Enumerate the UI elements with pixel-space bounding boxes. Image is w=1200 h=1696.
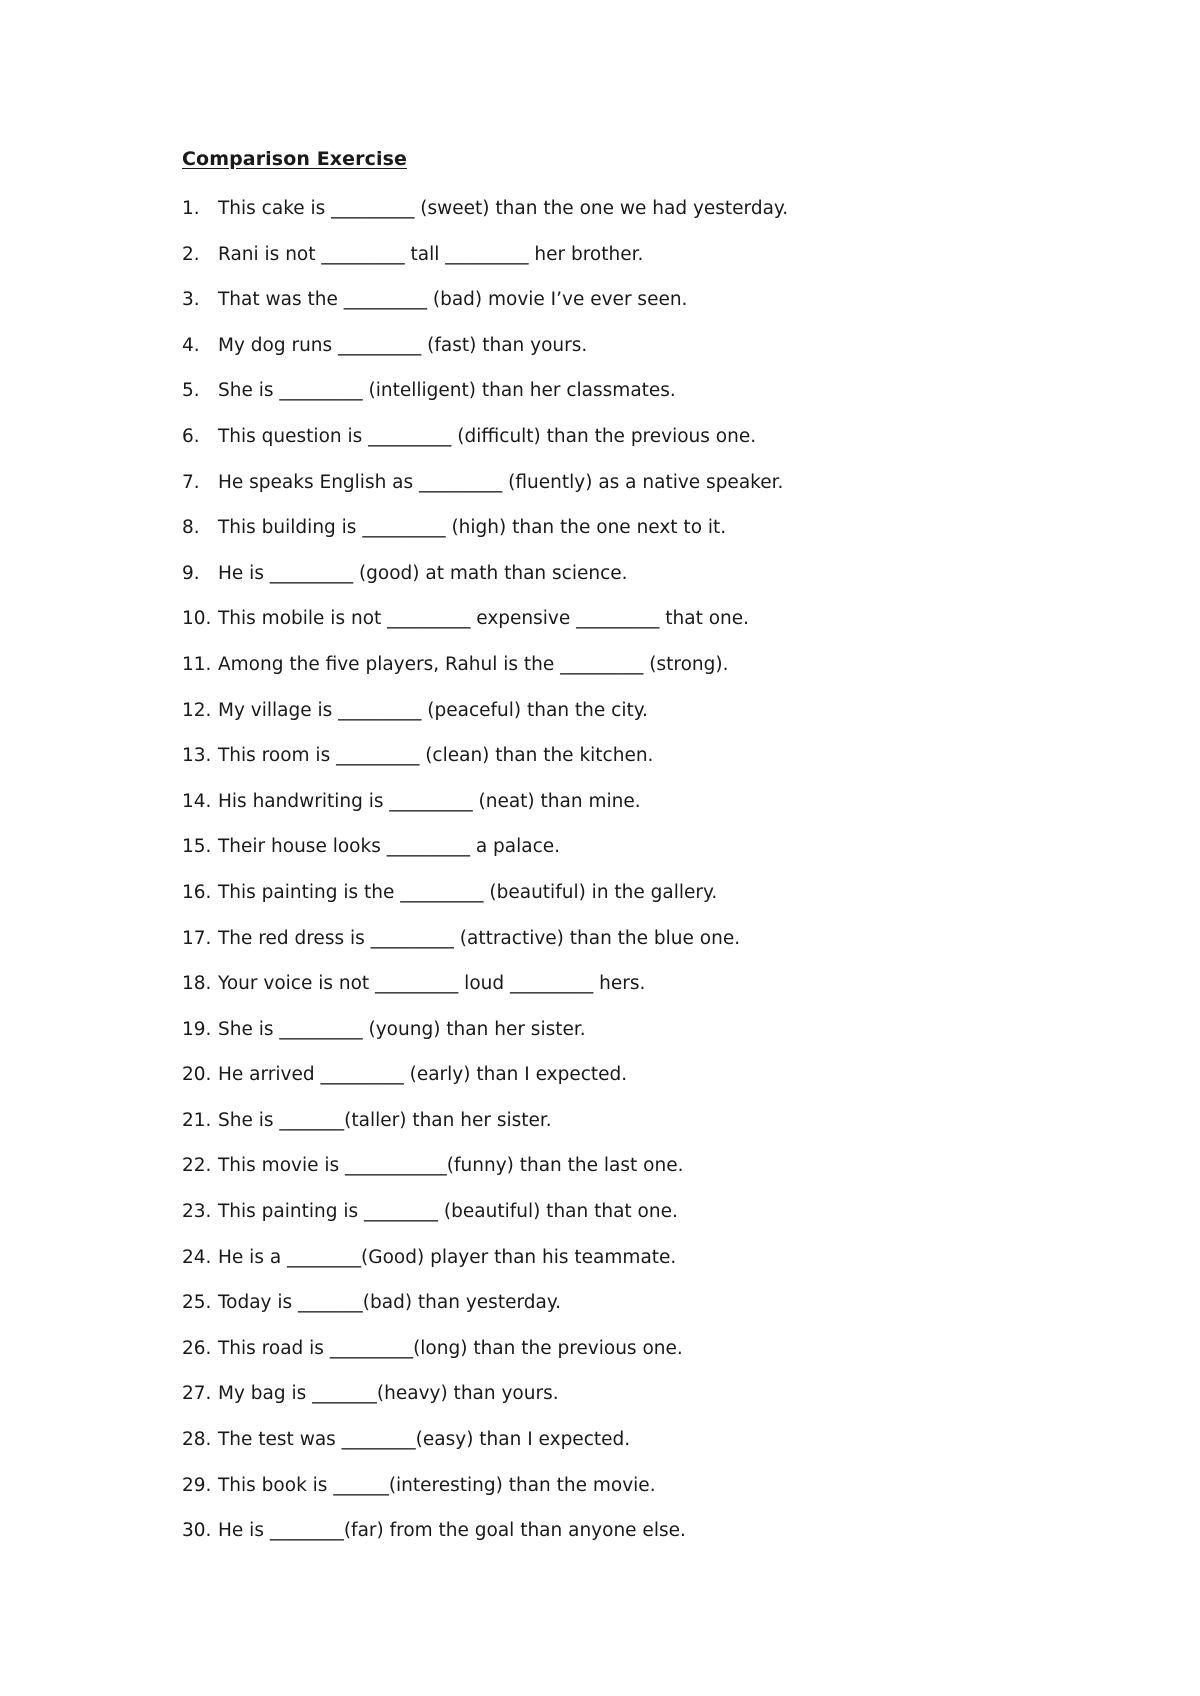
exercise-number: 16. — [182, 881, 212, 903]
exercise-sentence: He speaks English as _________ (fluently) as a native speaker. — [218, 471, 784, 493]
exercise-sentence: This building is _________ (high) than the one next to it. — [218, 517, 727, 539]
exercise-item — [182, 414, 1142, 460]
exercise-item — [182, 870, 1142, 916]
exercise-list — [182, 186, 1142, 1554]
exercise-item — [182, 1235, 1142, 1281]
exercise-number: 23. — [182, 1201, 212, 1223]
exercise-number: 17. — [182, 927, 212, 949]
exercise-sentence: My bag is _______(heavy) than yours. — [218, 1383, 559, 1405]
exercise-sentence: This book is ______(interesting) than the movie. — [218, 1474, 656, 1496]
exercise-number: 15. — [182, 836, 212, 858]
exercise-sentence: Among the five players, Rahul is the _________ (strong). — [218, 653, 729, 675]
exercise-number: 19. — [182, 1018, 212, 1040]
document-title: Comparison Exercise — [182, 148, 407, 170]
exercise-item — [182, 1417, 1142, 1463]
exercise-sentence: Your voice is not _________ loud _________ hers. — [218, 973, 646, 995]
exercise-item — [182, 596, 1142, 642]
exercise-item — [182, 779, 1142, 825]
exercise-item — [182, 1326, 1142, 1372]
exercise-number: 21. — [182, 1109, 212, 1131]
exercise-number: 22. — [182, 1155, 212, 1177]
exercise-sentence: The red dress is _________ (attractive) than the blue one. — [218, 927, 741, 949]
exercise-item — [182, 688, 1142, 734]
exercise-sentence: This cake is _________ (sweet) than the one we had yesterday. — [218, 198, 789, 219]
exercise-item — [182, 232, 1142, 278]
exercise-number: 7. — [182, 471, 200, 493]
exercise-sentence: The test was ________(easy) than I expected. — [218, 1429, 631, 1451]
exercise-sentence: He is a ________(Good) player than his teammate. — [218, 1246, 677, 1268]
exercise-item — [182, 961, 1142, 1007]
exercise-item — [182, 323, 1142, 369]
exercise-sentence: This painting is the _________ (beautiful) in the gallery. — [218, 881, 718, 903]
exercise-sentence: His handwriting is _________ (neat) than mine. — [218, 790, 641, 812]
exercise-number: 10. — [182, 608, 212, 630]
exercise-number: 29. — [182, 1474, 212, 1496]
exercise-item — [182, 916, 1142, 962]
exercise-sentence: This question is _________ (difficult) than the previous one. — [218, 425, 757, 447]
exercise-sentence: She is _________ (intelligent) than her classmates. — [218, 380, 676, 402]
exercise-sentence: He is ________(far) from the goal than anyone else. — [218, 1520, 686, 1542]
exercise-number: 8. — [182, 517, 200, 539]
exercise-item — [182, 1143, 1142, 1189]
exercise-sentence: He arrived _________ (early) than I expected. — [218, 1064, 628, 1086]
exercise-sentence: This painting is ________ (beautiful) than that one. — [218, 1201, 678, 1223]
exercise-number: 24. — [182, 1246, 212, 1268]
exercise-item — [182, 1052, 1142, 1098]
exercise-item — [182, 1098, 1142, 1144]
exercise-number: 26. — [182, 1337, 212, 1359]
exercise-item — [182, 1189, 1142, 1235]
exercise-number: 9. — [182, 562, 200, 584]
exercise-item — [182, 505, 1142, 551]
exercise-number: 4. — [182, 334, 200, 356]
exercise-item — [182, 1371, 1142, 1417]
exercise-number: 11. — [182, 653, 212, 675]
exercise-item — [182, 1508, 1142, 1554]
exercise-sentence: She is _________ (young) than her sister. — [218, 1018, 586, 1040]
exercise-number: 5. — [182, 380, 200, 402]
exercise-number: 25. — [182, 1292, 212, 1314]
exercise-number: 27. — [182, 1383, 212, 1405]
exercise-item — [182, 1280, 1142, 1326]
exercise-sentence: This mobile is not _________ expensive _________ that one. — [218, 608, 750, 630]
exercise-item — [182, 1463, 1142, 1509]
exercise-number: 18. — [182, 973, 212, 995]
exercise-item — [182, 642, 1142, 688]
exercise-sentence: That was the _________ (bad) movie I’ve ever seen. — [218, 289, 688, 311]
exercise-sentence: Their house looks _________ a palace. — [218, 836, 561, 858]
exercise-sentence: This room is _________ (clean) than the kitchen. — [218, 745, 654, 767]
exercise-sentence: My village is _________ (peaceful) than the city. — [218, 699, 648, 721]
exercise-item — [182, 1007, 1142, 1053]
exercise-number: 28. — [182, 1429, 212, 1451]
exercise-item — [182, 733, 1142, 779]
exercise-item — [182, 460, 1142, 506]
exercise-sentence: This road is _________(long) than the previous one. — [218, 1337, 683, 1359]
exercise-number: 13. — [182, 745, 212, 767]
document-page — [182, 145, 1142, 1554]
exercise-item — [182, 368, 1142, 414]
exercise-sentence: Rani is not _________ tall _________ her brother. — [218, 243, 644, 265]
exercise-sentence: My dog runs _________ (fast) than yours. — [218, 334, 588, 356]
exercise-sentence: He is _________ (good) at math than science. — [218, 562, 628, 584]
exercise-item — [182, 186, 1142, 232]
exercise-sentence: This movie is ___________(funny) than the last one. — [218, 1155, 684, 1177]
exercise-item — [182, 551, 1142, 597]
exercise-number: 2. — [182, 243, 200, 265]
exercise-number: 3. — [182, 289, 200, 311]
exercise-sentence: Today is _______(bad) than yesterday. — [218, 1292, 562, 1314]
exercise-item — [182, 277, 1142, 323]
exercise-number: 20. — [182, 1064, 212, 1086]
exercise-number: 30. — [182, 1520, 212, 1542]
exercise-number: 1. — [182, 198, 200, 219]
exercise-number: 14. — [182, 790, 212, 812]
exercise-number: 6. — [182, 425, 200, 447]
exercise-number: 12. — [182, 699, 212, 721]
exercise-item — [182, 824, 1142, 870]
exercise-sentence: She is _______(taller) than her sister. — [218, 1109, 552, 1131]
